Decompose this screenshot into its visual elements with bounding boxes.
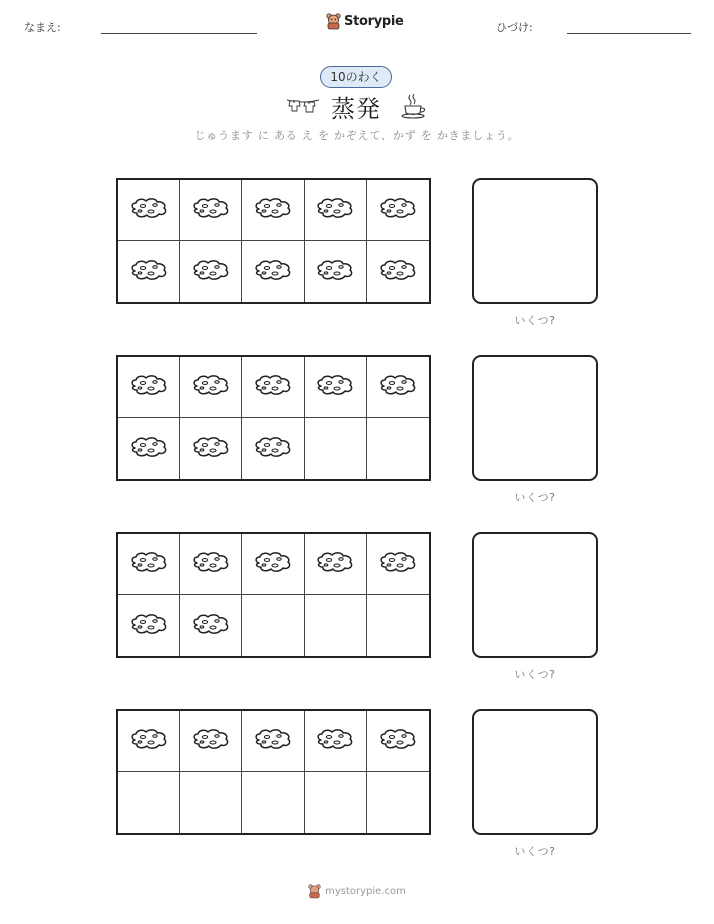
- frame-cell: [242, 534, 304, 595]
- steaming-cup-icon: [400, 93, 428, 119]
- frame-cell: [305, 418, 367, 479]
- frame-cell: [367, 241, 429, 302]
- puddle-icon: [129, 258, 169, 286]
- puddle-icon: [378, 727, 418, 755]
- frame-cell: [118, 418, 180, 479]
- frame-cell: [242, 180, 304, 241]
- ten-frame-2: [116, 355, 431, 481]
- frame-cell: [367, 772, 429, 833]
- instruction-text: じゅうます に ある え を かぞえて、かず を かきましょう。: [194, 129, 520, 142]
- frame-cell: [367, 595, 429, 656]
- question-label-2: いくつ?: [514, 491, 556, 504]
- frame-cell: [180, 534, 242, 595]
- puddle-icon: [191, 550, 231, 578]
- puddle-icon: [129, 612, 169, 640]
- frame-cell: [180, 772, 242, 833]
- puddle-icon: [129, 727, 169, 755]
- question-label-1: いくつ?: [514, 314, 556, 327]
- answer-box-4[interactable]: [472, 709, 598, 835]
- frame-cell: [242, 595, 304, 656]
- frame-cell: [118, 534, 180, 595]
- storypie-logo: [326, 12, 404, 30]
- puddle-icon: [191, 258, 231, 286]
- frame-cell: [242, 241, 304, 302]
- puddle-icon: [191, 435, 231, 463]
- frame-cell: [305, 534, 367, 595]
- date-field[interactable]: [567, 33, 691, 34]
- answer-box-2[interactable]: [472, 355, 598, 481]
- frame-cell: [305, 357, 367, 418]
- question-label-3: いくつ?: [514, 668, 556, 681]
- name-label: なまえ:: [24, 21, 61, 34]
- bear-mascot-icon: [326, 12, 341, 30]
- frame-cell: [242, 711, 304, 772]
- puddle-icon: [129, 550, 169, 578]
- puddle-icon: [378, 258, 418, 286]
- frame-cell: [305, 711, 367, 772]
- frame-cell: [367, 357, 429, 418]
- answer-box-3[interactable]: [472, 532, 598, 658]
- frame-cell: [118, 595, 180, 656]
- frame-cell: [367, 534, 429, 595]
- question-label-4: いくつ?: [514, 845, 556, 858]
- frame-cell: [367, 180, 429, 241]
- topic-badge: 10のわく: [320, 66, 392, 88]
- frame-cell: [118, 357, 180, 418]
- puddle-icon: [315, 550, 355, 578]
- frame-cell: [180, 241, 242, 302]
- frame-cell: [180, 418, 242, 479]
- frame-cell: [242, 357, 304, 418]
- puddle-icon: [191, 196, 231, 224]
- puddle-icon: [253, 435, 293, 463]
- frame-cell: [180, 595, 242, 656]
- name-field[interactable]: [101, 33, 257, 34]
- ten-frame-3: [116, 532, 431, 658]
- puddle-icon: [253, 727, 293, 755]
- frame-cell: [242, 772, 304, 833]
- frame-cell: [305, 772, 367, 833]
- frame-cell: [305, 595, 367, 656]
- frame-cell: [305, 180, 367, 241]
- ten-frame-1: [116, 178, 431, 304]
- frame-cell: [305, 241, 367, 302]
- bear-mascot-icon: [308, 883, 321, 899]
- clothesline-icon: [286, 97, 320, 115]
- puddle-icon: [378, 373, 418, 401]
- puddle-icon: [191, 727, 231, 755]
- worksheet-title: 蒸発: [331, 95, 381, 123]
- frame-cell: [180, 180, 242, 241]
- puddle-icon: [129, 373, 169, 401]
- date-label: ひづけ:: [496, 21, 533, 34]
- puddle-icon: [191, 612, 231, 640]
- logo-text: Storypie: [344, 13, 404, 29]
- frame-cell: [367, 418, 429, 479]
- frame-cell: [242, 418, 304, 479]
- puddle-icon: [315, 196, 355, 224]
- puddle-icon: [253, 373, 293, 401]
- frame-cell: [180, 357, 242, 418]
- puddle-icon: [129, 435, 169, 463]
- puddle-icon: [315, 727, 355, 755]
- puddle-icon: [378, 550, 418, 578]
- frame-cell: [118, 180, 180, 241]
- puddle-icon: [253, 550, 293, 578]
- puddle-icon: [315, 258, 355, 286]
- ten-frame-4: [116, 709, 431, 835]
- puddle-icon: [378, 196, 418, 224]
- puddle-icon: [191, 373, 231, 401]
- puddle-icon: [253, 258, 293, 286]
- frame-cell: [118, 772, 180, 833]
- frame-cell: [118, 241, 180, 302]
- footer: [0, 883, 714, 899]
- puddle-icon: [315, 373, 355, 401]
- frame-cell: [180, 711, 242, 772]
- answer-box-1[interactable]: [472, 178, 598, 304]
- frame-cell: [367, 711, 429, 772]
- puddle-icon: [253, 196, 293, 224]
- frame-cell: [118, 711, 180, 772]
- footer-site: mystorypie.com: [325, 885, 406, 897]
- puddle-icon: [129, 196, 169, 224]
